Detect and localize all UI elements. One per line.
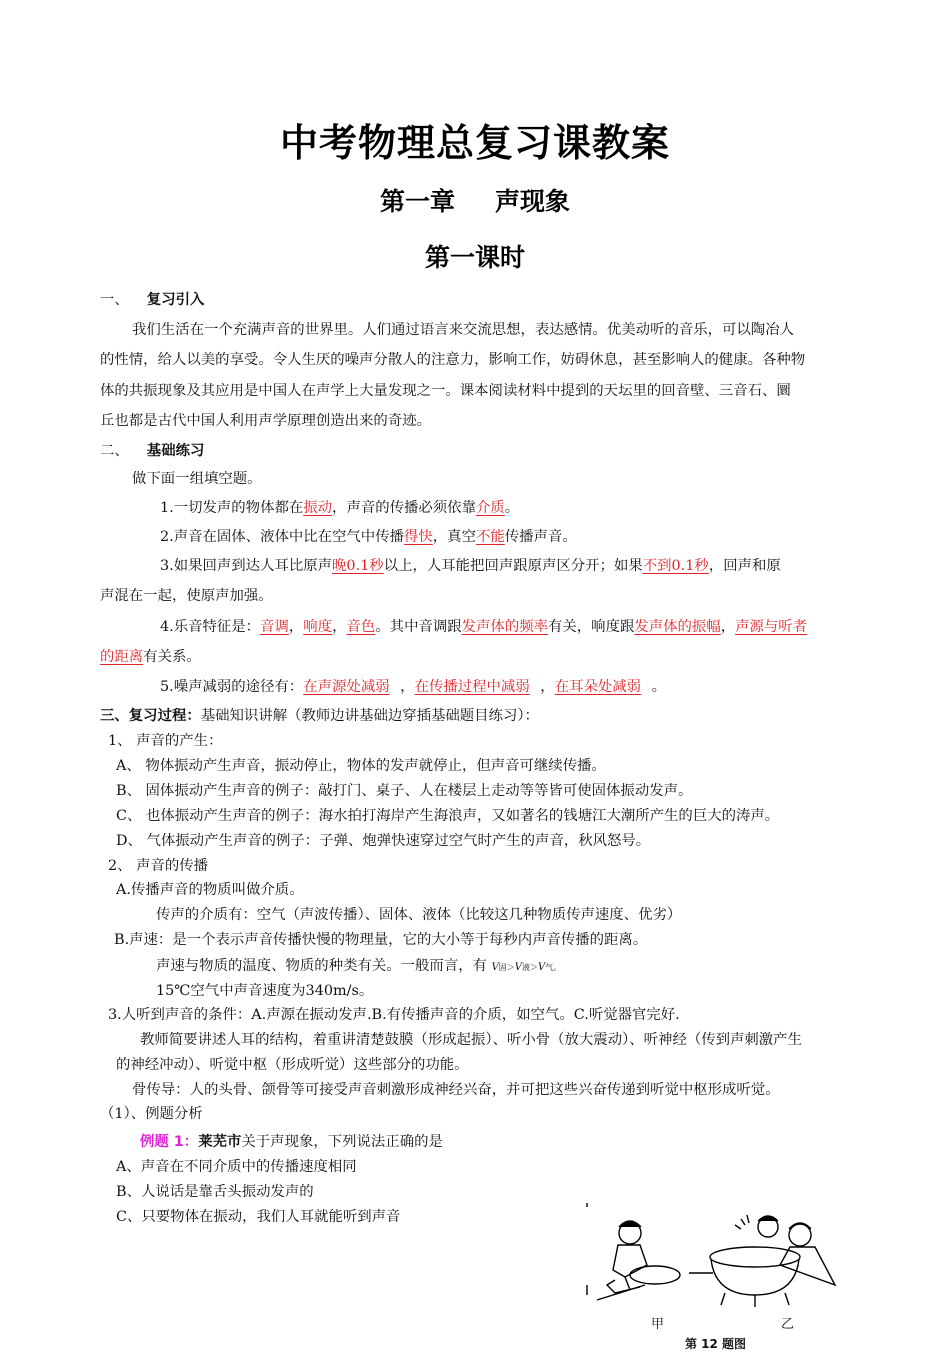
speed-text: 声速与物质的温度、物质的种类有关。一般而言，有 [156, 958, 492, 974]
v-symbol: V [538, 962, 546, 973]
bone-conduction: 骨传导：人的头骨、颌骨等可接受声音刺激形成神经兴奋，并可把这些兴奋传递到听觉中枢形成听觉。 [132, 1082, 780, 1098]
q3-text: 3.如果回声到达人耳比原声 [160, 558, 333, 574]
q3-text: 以上，人耳能把回声跟原声区分开；如果 [383, 558, 643, 574]
topic-2-b-detail [156, 956, 561, 978]
v-gas-sub: 气 [545, 963, 554, 972]
topic-1-item: D、 气体振动产生声音的例子：子弹、炮弹快速穿过空气时产生的声音，秋风怒号。 [116, 833, 651, 849]
chapter-name: 声现象 [495, 187, 571, 216]
section1-title: 复习引入 [146, 292, 205, 308]
q1-answer-1: 振动 [303, 500, 333, 516]
section2-heading [100, 441, 204, 461]
example-figure [585, 1195, 865, 1351]
q1-answer-2: 介质 [475, 500, 505, 516]
q4-sep: ， [720, 619, 736, 635]
q5-text: 5.噪声减弱的途径有： [160, 679, 304, 695]
q5-sep: ， [535, 679, 555, 695]
q4-answer-6-cont: 的距离 [100, 649, 144, 665]
q4-text: 。其中音调跟 [375, 619, 462, 635]
v-symbol: V [514, 962, 523, 973]
section3-heading [100, 706, 539, 726]
section1-para-line: 丘也都是古代中国人利用声学原理创造出来的奇迹。 [100, 413, 431, 429]
q3-answer-2: 不到0.1秒 [642, 558, 709, 574]
q4-sep: ， [332, 619, 347, 635]
q4-answer-1: 音调 [260, 619, 289, 635]
document-title: 中考物理总复习课教案 [279, 121, 670, 165]
topic-1-title: 1、 声音的产生： [108, 733, 223, 749]
q4-sep: ， [288, 619, 304, 635]
example-question-text: 关于声现象，下列说法正确的是 [241, 1134, 443, 1150]
example-source: 莱芜市 [198, 1134, 242, 1150]
figure-label-yi: 乙 [781, 1317, 795, 1332]
topic-3-detail: 的神经冲动）、听觉中枢（形成听觉）这些部分的功能。 [116, 1057, 469, 1073]
exercise-q1 [160, 498, 519, 518]
chapter-heading [0, 182, 950, 218]
chapter-number: 第一章 [379, 187, 455, 216]
exercise-q3 [160, 556, 781, 576]
q4-answer-2: 响度 [303, 619, 333, 635]
q5-answer-3: 在耳朵处减弱 [554, 679, 642, 695]
section1-para-line: 的性情，给人以美的享受。令人生厌的噪声分散人的注意力，影响工作，妨碍休息，甚至影响人的健康。各种物 [100, 352, 806, 368]
section2-number: 二、 [100, 443, 129, 459]
exercise-q5 [160, 677, 666, 697]
v-liquid-sub: 液 [522, 963, 531, 972]
example-heading: （1）、例题分析 [100, 1106, 203, 1122]
topic-1-item: C、 也体振动产生声音的例子：海水拍打海岸产生海浪声，又如著名的钱塘江大潮所产生的巨大的涛声。 [116, 808, 780, 824]
q4-answer-4: 发声体的频率 [461, 619, 548, 635]
lesson-heading: 第一课时 [424, 243, 525, 272]
topic-2-a: A.传播声音的物质叫做介质。 [116, 882, 304, 898]
topic-1-item: B、 固体振动产生声音的例子：敲打门、桌子、人在楼层上走动等等皆可使固体振动发声。 [116, 783, 693, 799]
q5-sep: ， [395, 679, 415, 695]
q2-text: 2.声音在固体、液体中比在空气中传播 [160, 529, 404, 545]
section3-title: 三、复习过程： [100, 708, 201, 724]
example-1-option-c: C、只要物体在振动，我们人耳就能听到声音 [116, 1209, 401, 1225]
section1-heading [100, 290, 204, 310]
cartoon-illustration-icon [585, 1195, 865, 1344]
q5-answer-2: 在传播过程中减弱 [414, 679, 530, 695]
q3-answer-1: 晚0.1秒 [332, 558, 384, 574]
v-symbol: V [491, 962, 499, 973]
q4-text: 有关，响度跟 [548, 619, 635, 635]
figure-label-jia: 甲 [651, 1317, 665, 1332]
q1-text: 1.一切发声的物体都在 [160, 500, 304, 516]
exercise-q2 [160, 527, 577, 547]
topic-1-item: A、 物体振动产生声音，振动停止，物体的发声就停止，但声音可继续传播。 [116, 758, 606, 774]
topic-3-detail: 教师简要讲述人耳的结构，着重讲清楚鼓膜（形成起振）、听小骨（放大震动）、听神经（传到声刺激产生 [140, 1032, 802, 1048]
q1-text: ，声音的传播必须依靠 [332, 500, 476, 516]
exercise-q4 [160, 617, 807, 637]
exercise-q3-cont: 声混在一起，使原声加强。 [100, 588, 273, 604]
q4-answer-3: 音色 [346, 619, 376, 635]
topic-2-b-speed: 15℃空气中声音速度为340m/s。 [156, 983, 374, 999]
section2-title: 基础练习 [146, 443, 205, 459]
example-1-option-b: B、人说话是靠舌头振动发声的 [116, 1184, 314, 1200]
v-solid-sub: 固 [498, 963, 507, 972]
exercise-intro: 做下面一组填空题。 [132, 471, 262, 487]
section1-para-line: 体的共振现象及其应用是中国人在声学上大量发现之一。课本阅读材料中提到的天坛里的回音壁、三音石、圜 [100, 383, 791, 399]
q5-text: 。 [647, 679, 667, 695]
section3-subtitle: 基础知识讲解（教师边讲基础边穿插基础题目练习）： [200, 708, 539, 724]
topic-2-title: 2、 声音的传播 [108, 858, 209, 874]
topic-2-b: B.声速：是一个表示声音传播快慢的物理量，它的大小等于每秒内声音传播的距离。 [114, 932, 648, 948]
q4-text: 4.乐音特征是： [160, 619, 261, 635]
q4-answer-6: 声源与听者 [735, 619, 808, 635]
section1-para-line: 我们生活在一个充满声音的世界里。人们通过语言来交流思想，表达感情。优美动听的音乐，可以陶冶人 [132, 322, 794, 338]
figure-caption: 第 12 题图 [685, 1337, 747, 1351]
section1-number: 一、 [100, 292, 129, 308]
topic-3: 3.人听到声音的条件：A.声源在振动发声.B.有传播声音的介质，如空气。C.听觉器官完好. [108, 1007, 680, 1023]
example-1-question [140, 1132, 443, 1152]
q5-answer-1: 在声源处减弱 [303, 679, 390, 695]
q4-text: 有关系。 [143, 649, 201, 665]
q2-answer-2: 不能 [475, 529, 505, 545]
exercise-q4-cont [100, 647, 201, 667]
example-1-option-a: A、声音在不同介质中的传播速度相同 [116, 1159, 357, 1175]
topic-2-a-detail: 传声的介质有：空气（声波传播）、固体、液体（比较这几种物质传声速度、优劣） [156, 907, 682, 923]
period: 。 [553, 963, 562, 972]
q2-answer-1: 得快 [403, 529, 433, 545]
greater-than: ＞ [506, 963, 515, 972]
q2-text: 传播声音。 [504, 529, 577, 545]
q2-text: ，真空 [432, 529, 476, 545]
q4-answer-5: 发声体的振幅 [634, 619, 721, 635]
example-label: 例题 1： [140, 1134, 199, 1150]
q3-text: ，回声和原 [708, 558, 781, 574]
q1-text: 。 [504, 500, 520, 516]
greater-than: ＞ [530, 963, 539, 972]
